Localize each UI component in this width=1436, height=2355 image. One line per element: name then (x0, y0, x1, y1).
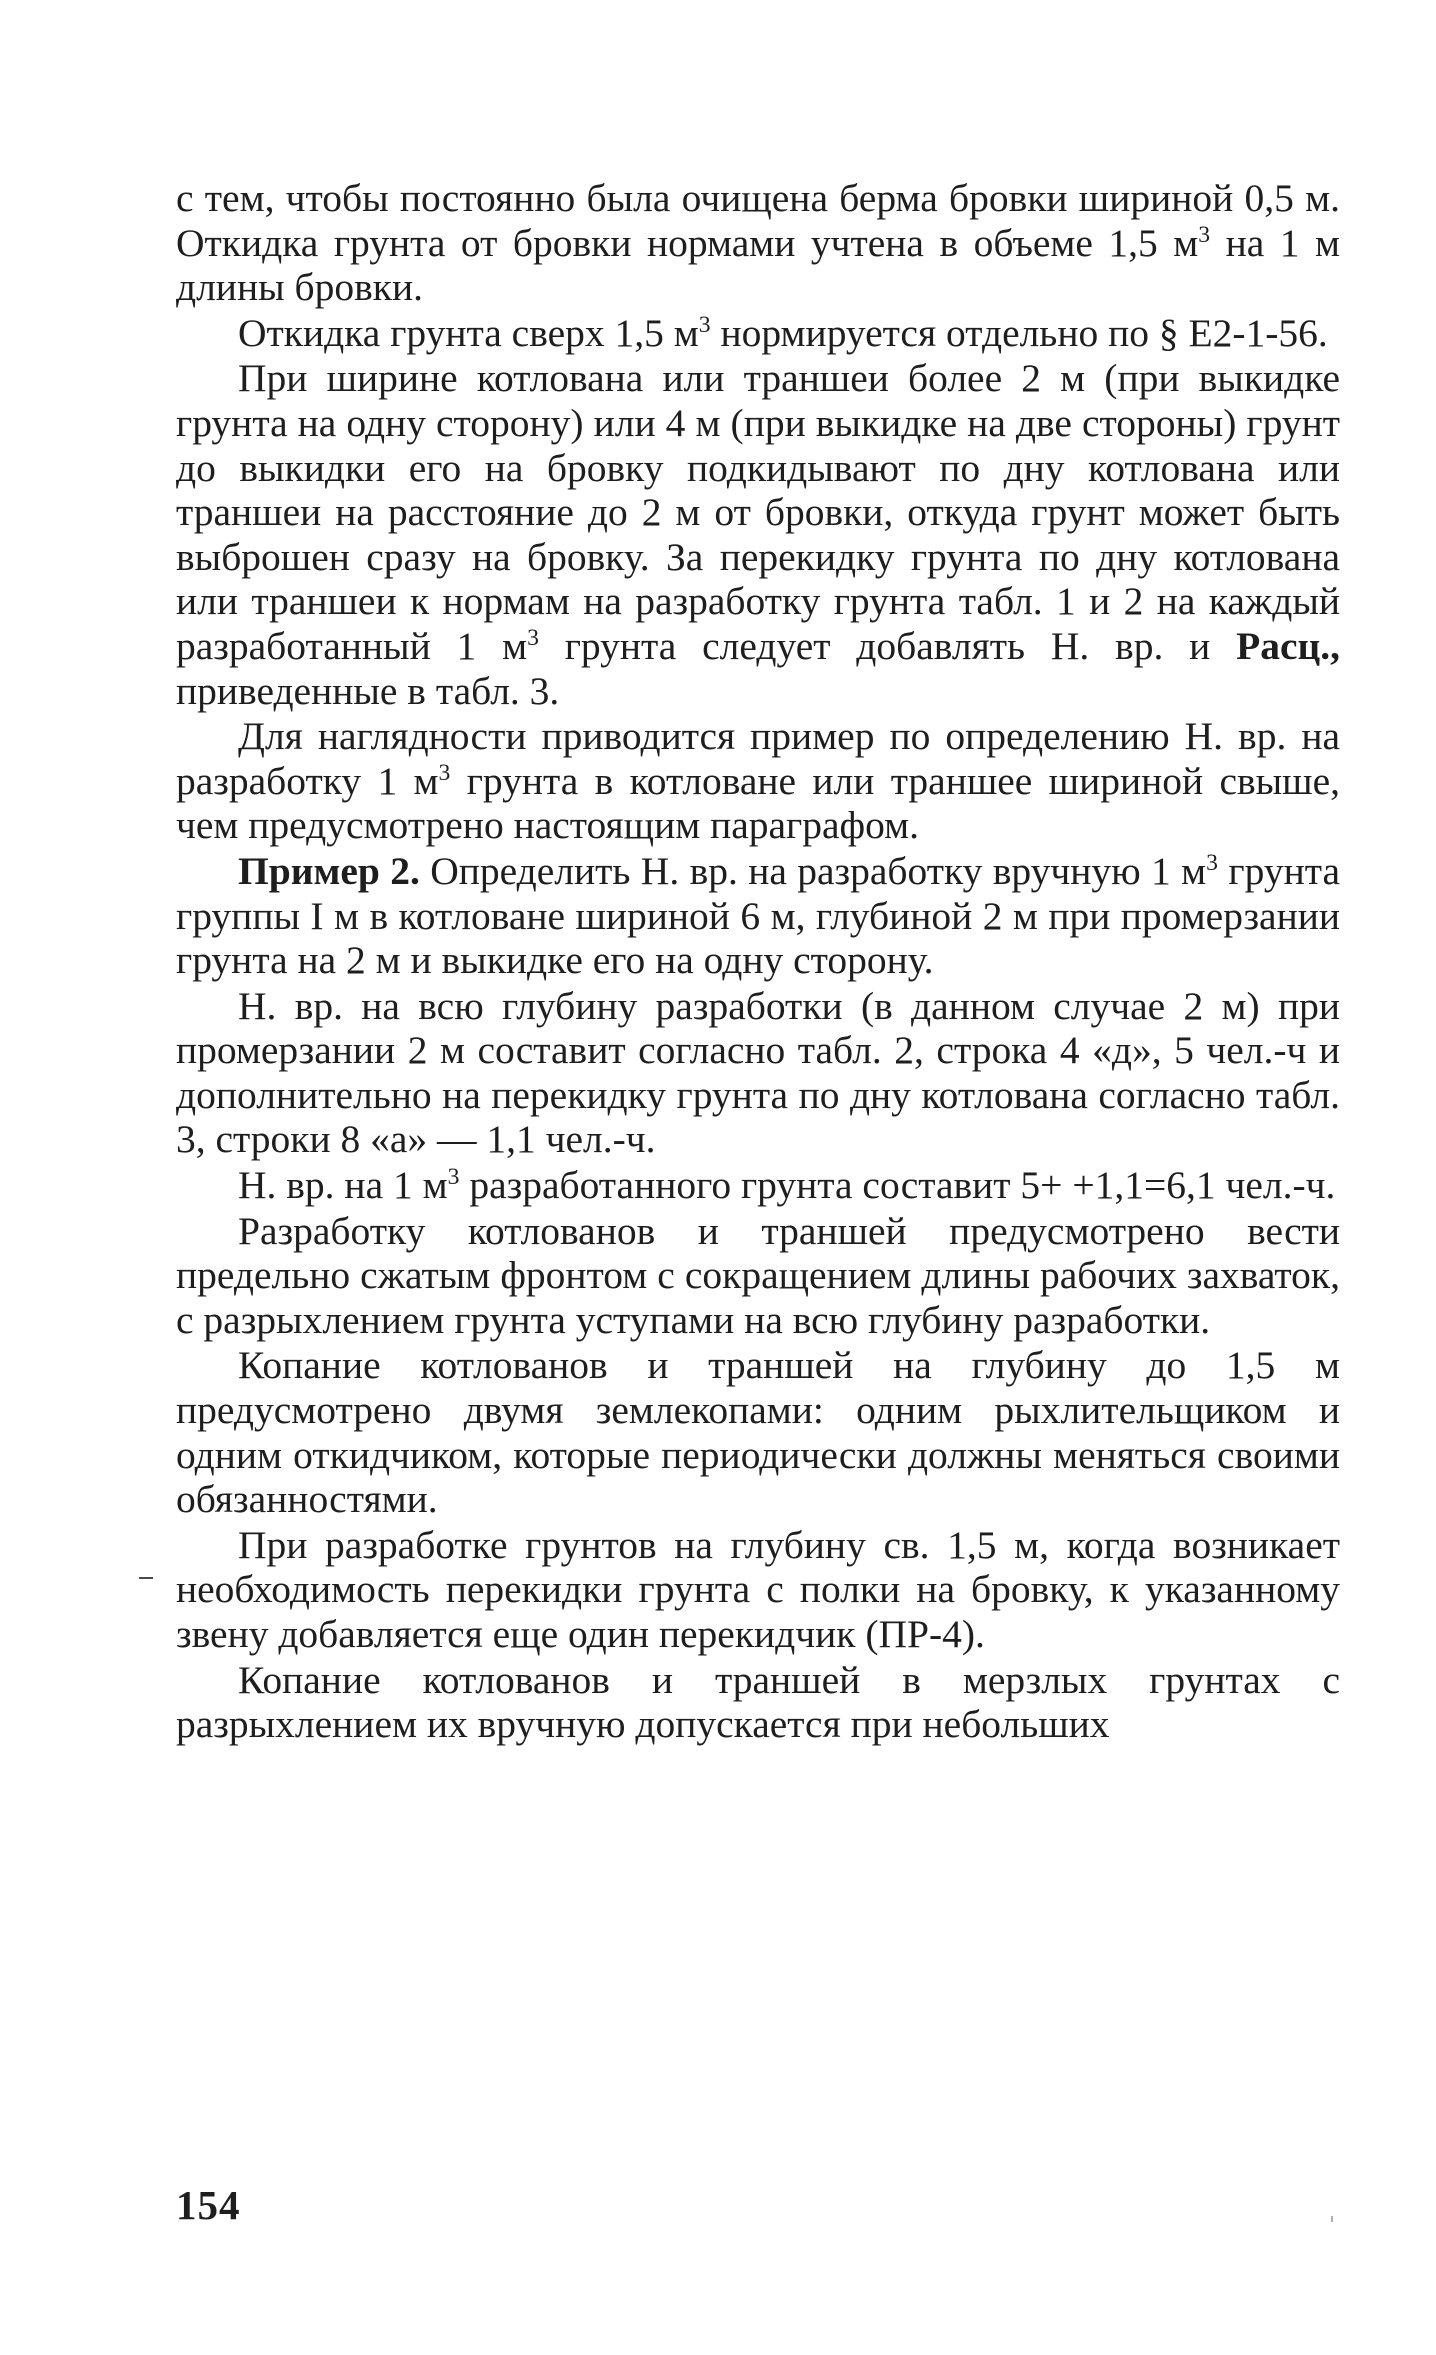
paragraph-frozen-soil (176, 1658, 1340, 1747)
print-speck (1331, 2216, 1333, 2222)
superscript-cubic: 3 (447, 1163, 460, 1190)
text-run: нормируется отдельно по § Е2-1-56. (710, 310, 1328, 355)
text-run: Разработку котлованов и траншей предусмотрено вести предельно сжатым фронтом с сокращением длины рабочих захваток, с разрыхлением грунта уступами на всю глубину разработки. (176, 1208, 1340, 1342)
text-run: с тем, чтобы постоянно была очищена берма бровки шириной 0,5 м. Откидка грунта от бровки нормами учтена в объеме 1,5 м (176, 176, 1340, 265)
paragraph-example-intro (176, 714, 1340, 848)
text-run: Откидка грунта сверх 1,5 м (238, 310, 699, 355)
paragraph-example-2 (176, 849, 1340, 983)
paragraph-extra-soil-throw (176, 311, 1340, 356)
text-run: грунта группы I м в котловане шириной 6 м, глубиной 2 м при промерзании грунта на 2 м и выкидке его на одну сторону. (176, 848, 1340, 983)
paragraph-narrow-front (176, 1209, 1340, 1343)
text-run: Копание котлованов и траншей на глубину до 1,5 м предусмотрено двумя землекопами: одним рыхлительщиком и одним откидчиком, которые периодически должны меняться своими обязанностями. (176, 1343, 1340, 1522)
bold-term: Расц., (1236, 623, 1340, 668)
paragraph-time-norm-total (176, 1163, 1340, 1208)
page-body (176, 176, 1340, 1747)
paragraph-wide-pit-rethrow (176, 356, 1340, 713)
text-run: При разработке грунтов на глубину св. 1,5 м, когда возникает необходимость перекидки грунта с полки на бровку, к указанному звену добавляется еще один перекидчик (ПР-4). (176, 1522, 1340, 1656)
text-run: Н. вр. на всю глубину разработки (в данном случае 2 м) при промерзании 2 м составит согласно табл. 2, строка 4 «д», 5 чел.-ч и дополнительно на перекидку грунта по дну котлована согласно табл. 3, строки 8 «а» — 1,1 чел.-ч. (176, 983, 1340, 1162)
paragraph-two-diggers (176, 1343, 1340, 1521)
paragraph-time-norm-calculation (176, 984, 1340, 1162)
paragraph-extra-rethrower (176, 1523, 1340, 1657)
text-run: Определить Н. вр. на разработку вручную 1 м (419, 848, 1207, 893)
paragraph-berm-cleaning (176, 176, 1340, 310)
superscript-cubic: 3 (1198, 221, 1211, 248)
text-run: Копание котлованов и траншей в мерзлых грунтах с разрыхлением их вручную допускается при небольших (176, 1657, 1340, 1747)
text-run: Для наглядности приводится пример по определению Н. вр. на разработку 1 м (176, 714, 1340, 803)
page-number: 154 (176, 2182, 241, 2228)
bold-term: Пример 2. (238, 848, 420, 893)
superscript-cubic: 3 (438, 759, 451, 786)
text-run: грунта в котловане или траншее шириной свыше, чем предусмотрено настоящим параграфом. (176, 758, 1340, 848)
text-run: на 1 м длины бровки. (176, 220, 1341, 310)
text-run: При ширине котлована или траншеи более 2 м (при выкидке грунта на одну сторону) или 4 м (при выкидке на две стороны) грунт до выкидки его на бровку подкидывают по дну котлована или траншеи на расстояние до 2 м от бровки, откуда грунт может быть выброшен сразу на бровку. За перекидку грунта по дну котлована или траншеи к нормам на разработку грунта табл. 1 и 2 на каждый разработанный 1 м (176, 356, 1340, 668)
superscript-cubic: 3 (527, 624, 539, 651)
superscript-cubic: 3 (698, 311, 711, 338)
text-run: грунта следует добавлять Н. вр. и (538, 623, 1237, 668)
text-run: разработанного грунта составит 5+ +1,1=6,1 чел.-ч. (459, 1163, 1336, 1208)
margin-mark (139, 1577, 153, 1579)
superscript-cubic: 3 (1206, 849, 1219, 876)
text-run: приведенные в табл. 3. (176, 668, 560, 713)
text-run: Н. вр. на 1 м (238, 1163, 448, 1208)
